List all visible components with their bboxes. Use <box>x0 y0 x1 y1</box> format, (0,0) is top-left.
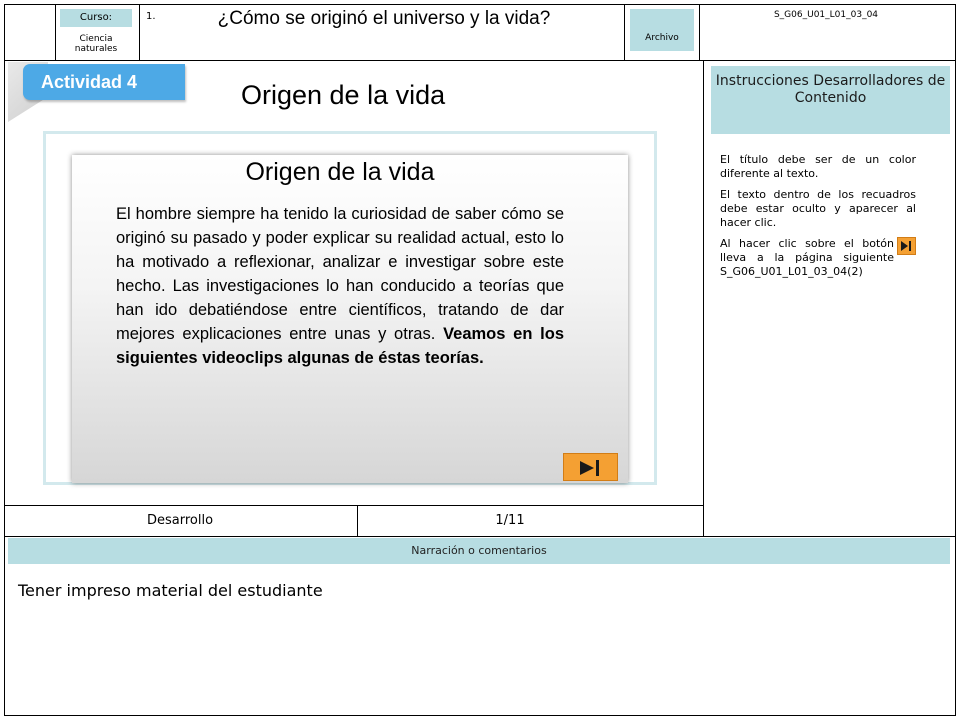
card-text-bold: Veamos en los siguientes videoclips algunas de éstas teorías. <box>116 325 565 367</box>
activity-tab: Actividad 4 <box>23 64 185 100</box>
archivo-badge: Archivo <box>630 9 694 51</box>
page-indicator: 1/11 <box>495 513 525 528</box>
subject-label: Ciencia naturales <box>74 34 118 54</box>
narration-divider <box>4 536 956 537</box>
header-col-1 <box>55 4 56 60</box>
table-border-bottom <box>4 715 956 716</box>
file-code: S_G06_U01_L01_03_04 <box>773 10 879 20</box>
instructions-header: Instrucciones Desarrolladores de Contenido <box>711 66 950 134</box>
instruction-2: El texto dentro de los recuadros debe estar oculto y aparecer al hacer clic. <box>720 188 916 229</box>
curso-badge: Curso: <box>60 9 132 27</box>
stage-label: Desarrollo <box>146 513 214 528</box>
instruction-3-wrap <box>720 237 916 279</box>
instruction-3: Al hacer clic sobre el botón lleva a la página siguiente S_G06_U01_L01_03_04(2) <box>720 237 894 278</box>
header-col-2 <box>139 4 140 60</box>
card-text <box>116 202 564 370</box>
next-page-button[interactable] <box>563 453 618 481</box>
card-text-body: El hombre siempre ha tenido la curiosidad de saber cómo se originó su pasado y poder explicar su realidad actual, esto lo ha motivado a reflexionar, analizar e investigar sobre este hecho. Las investigaciones lo han conducido a teorías que han ido debatiéndose entre científicos, tratando de dar mejores explicaciones entre unas y otras. <box>116 205 564 343</box>
table-border-right <box>955 4 956 716</box>
skip-next-icon <box>901 241 912 251</box>
footer-top-divider <box>4 505 703 506</box>
activity-title: Origen de la vida <box>241 80 446 110</box>
instructions-body <box>720 153 916 286</box>
page-title: ¿Cómo se originó el universo y la vida? <box>217 8 551 29</box>
header-col-3 <box>624 4 625 60</box>
card-title: Origen de la vida <box>245 158 435 186</box>
header-divider <box>4 60 956 61</box>
table-border-left <box>4 4 5 716</box>
narration-bar: Narración o comentarios <box>8 538 950 564</box>
lesson-number: 1. <box>146 11 156 22</box>
next-button-sample <box>897 237 916 255</box>
footer-col-divider <box>357 505 358 536</box>
skip-next-icon <box>578 459 604 477</box>
content-col-divider <box>703 60 704 536</box>
table-border-top <box>4 4 956 5</box>
narration-text: Tener impreso material del estudiante <box>18 581 323 600</box>
instruction-1: El título debe ser de un color diferente al texto. <box>720 153 916 180</box>
